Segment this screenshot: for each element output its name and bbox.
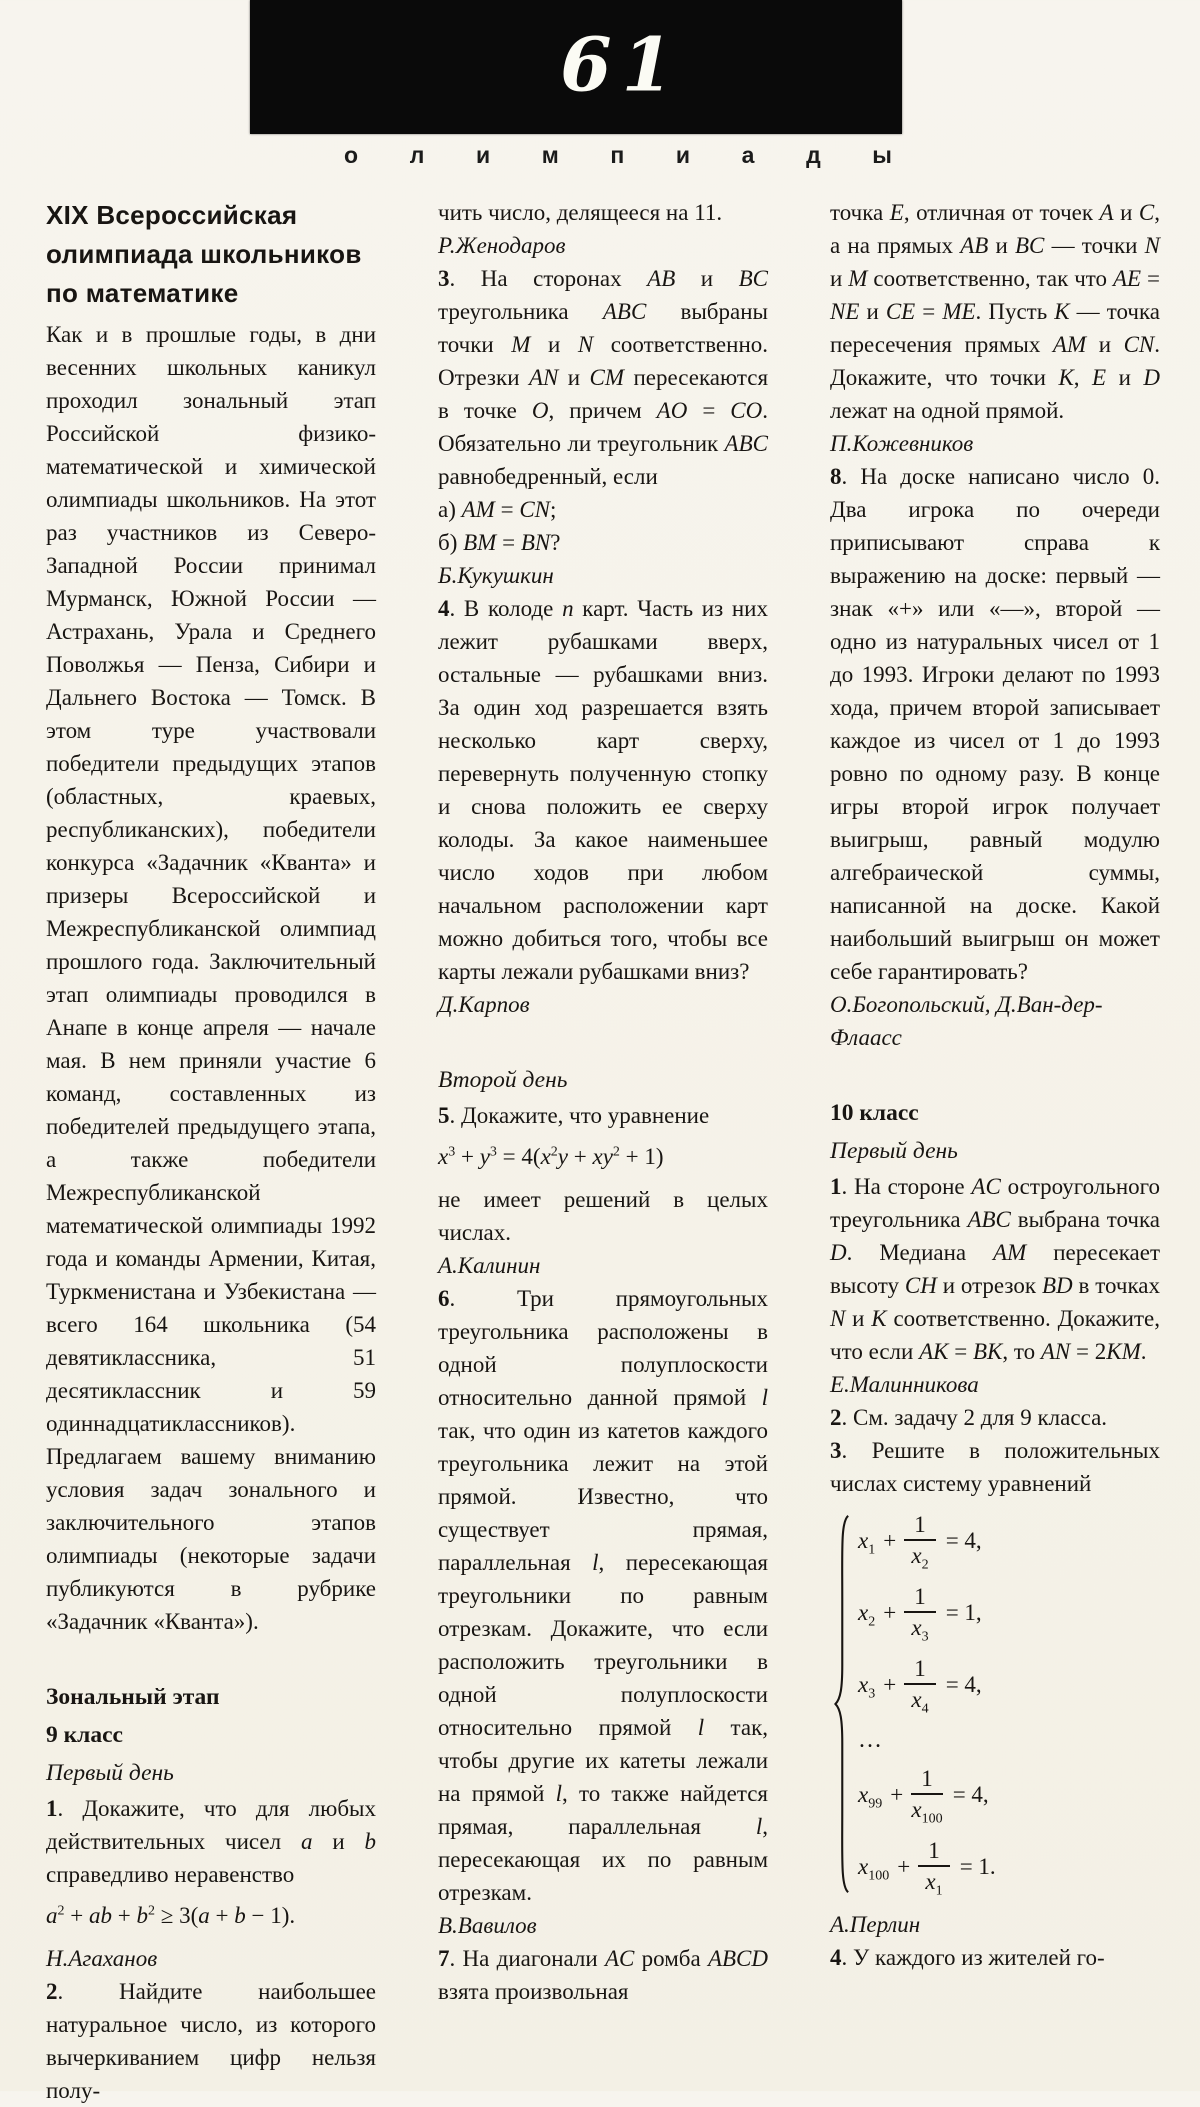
equation-rhs: = 4, [952, 1782, 989, 1807]
fraction-numerator: 1 [904, 1656, 936, 1685]
section-label-letter: и [475, 142, 491, 168]
equation-rhs: = 1, [945, 1600, 982, 1625]
column-gap [830, 1054, 1160, 1094]
text-block: 4. В колоде n карт. Часть из них лежит рубашками вверх, остальные — рубашками вниз. За один ход разрешается взять несколько карт сверху, перевернуть полученную стопку и снова положить ее сверху колоды. За какое наименьшее число ходов при любом начальном расположении карт можно добиться того, чтобы все карты лежали рубашками вниз? [438, 596, 768, 984]
section-label-letter: и [675, 142, 691, 168]
fraction-numerator: 1 [904, 1584, 936, 1613]
plus-sign: + [897, 1854, 911, 1879]
equation-lhs: $x_2$ [858, 1600, 876, 1630]
problem-author: Р.Женодаров [438, 233, 566, 258]
text-block: чить число, делящееся на 11. [438, 200, 723, 225]
fraction [911, 1766, 943, 1827]
system-rows [858, 1510, 996, 1898]
problem-author: Д.Карпов [438, 992, 530, 1017]
page-number-box [250, 0, 902, 134]
section-label-letter: п [610, 142, 625, 168]
text-block: 7. На диагонали AC ромба ABCD взята произвольная [438, 1946, 769, 2004]
fraction-denominator: $x_2$ [911, 1543, 929, 1573]
math-formula: $x^3 + y^3 = 4(x^2y + xy^2 + 1)$ [438, 1144, 664, 1169]
text-block: 3. На сторонах AB и BC треугольника ABC выбраны точки M и N соответственно. Отрезки AN и CM пересекаются в точке O, причем AO = CO. Обязательно ли треугольник ABC равнобедренный, если [438, 266, 769, 489]
section-label-letter: м [541, 142, 559, 168]
equation-lhs: $x_{100}$ [858, 1854, 890, 1884]
equation-rhs: = 4, [945, 1672, 982, 1697]
section-label-letter: д [806, 142, 821, 168]
column-gap [46, 1638, 376, 1678]
equation-lhs: $x_1$ [858, 1528, 876, 1558]
plus-sign: + [883, 1528, 897, 1553]
problem-author: Е.Малинникова [830, 1372, 979, 1397]
column-gap [438, 1021, 768, 1061]
system-brace-icon [830, 1510, 850, 1898]
article-title: XIX Всероссийская олимпиада школьников по математике [46, 200, 362, 308]
problem-author: В.Вавилов [438, 1913, 537, 1938]
fraction [904, 1584, 936, 1645]
section-label [344, 142, 892, 169]
text-block: 1. На стороне AC остроугольного треугольника ABC выбрана точка D. Медиана AM пересекает высоту CH и отрезок BD в точках N и K соответственно. Докажите, что если AK = BK, то AN = 2KM. [830, 1174, 1161, 1364]
fraction [918, 1838, 950, 1899]
equation-row [858, 1584, 996, 1645]
text-block: не имеет решений в целых числах. [438, 1187, 768, 1245]
problem-author: П.Кожевников [830, 431, 974, 456]
section-heading: Зональный этап [46, 1684, 220, 1710]
equation-row [858, 1838, 996, 1899]
column-middle [438, 196, 768, 2107]
fraction [904, 1512, 936, 1573]
plus-sign: + [883, 1672, 897, 1697]
plus-sign: + [883, 1600, 897, 1625]
text-block: 6. Три прямоугольных треугольника расположены в одной полуплоскости относительно данной прямой l так, что один из катетов каждого треугольника лежит на этой прямой. Известно, что существует прямая, параллельная l, пересекающая треугольники по равным отрезкам. Докажите, что если расположить треугольники в одной полуплоскости относительно прямой l так, чтобы другие их катеты лежали на прямой l, то также найдется прямая, параллельная l, пересекающая их по равным отрезкам. [438, 1286, 769, 1905]
section-label-letter: а [741, 142, 755, 168]
text-block: 3. Решите в положительных числах систему уравнений [830, 1438, 1160, 1496]
fraction [904, 1656, 936, 1717]
text-block: Как и в прошлые годы, в дни весенних школьных каникул проходил зональный этап Российской физико-математической и химической олимпиады школьников. На этот раз участников из Северо-Западной России принимал Мурманск, Южной России — Астрахань, Урала и Среднего Поволжья — Пенза, Сибири и Дальнего Востока — Томск. В этом туре участвовали победители предыдущих этапов (областных, краевых, республиканских), победители конкурса «Задачник «Кванта» и призеры Всероссийской и Межреспубликанской олимпиад прошлого года. Заключительный этап олимпиады проводился в Анапе в конце апреля — начале мая. В нем приняли участие 6 команд, составленных из победителей предыдущего этапа, а также победители Межреспубликанской математической олимпиады 1992 года и команды Армении, Китая, Туркменистана и Узбекистана — всего 164 школьника (54 девятиклассника, 51 десятиклассник и 59 одиннадцатиклассников). Предлагаем вашему вниманию условия задач зонального и заключительного этапов олимпиады (некоторые задачи публикуются в рубрике «Задачник «Кванта»). [46, 322, 376, 1634]
problem-author: А.Калинин [438, 1253, 541, 1278]
system-ellipsis: … [858, 1727, 884, 1753]
page-header [0, 0, 1200, 196]
text-block: 2. См. задачу 2 для 9 класса. [830, 1405, 1108, 1430]
plus-sign: + [890, 1782, 904, 1807]
text-block: 5. Докажите, что уравнение [438, 1103, 710, 1128]
day-subheading: Первый день [46, 1760, 174, 1786]
section-heading: 10 класс [830, 1100, 919, 1126]
section-label-letter: ы [872, 142, 892, 168]
equation-row [858, 1512, 996, 1573]
section-label-letter: о [344, 142, 359, 168]
problem-author: Н.Агаханов [46, 1946, 158, 1971]
equation-lhs: $x_3$ [858, 1672, 876, 1702]
problem-author: Б.Кукушкин [438, 563, 554, 588]
text-block: точка E, отличная от точек A и C, а на прямых AB и BC — точки N и M соответственно, так что AE = NE и CE = ME. Пусть K — точка пересечения прямых AM и CN. Докажите, что точки K, E и D лежат на одной прямой. [830, 200, 1161, 423]
math-formula: $a^2$ + ab + $b^2 \ge 3(a + b - 1)$. [46, 1903, 296, 1928]
column-right [830, 196, 1160, 2107]
equation-rhs: = 4, [945, 1528, 982, 1553]
equation-row [858, 1766, 996, 1827]
day-subheading: Второй день [438, 1067, 568, 1093]
text-line: б) BM = BN? [438, 530, 561, 555]
page-content [0, 196, 1200, 2107]
equation-rhs: = 1. [959, 1854, 996, 1879]
fraction-denominator: $x_3$ [911, 1615, 929, 1645]
equation-system [830, 1510, 1160, 1898]
fraction-numerator: 1 [911, 1766, 943, 1795]
text-block: 1. Докажите, что для любых действительных чисел a и b справедливо неравенство [46, 1796, 376, 1887]
text-line: а) AM = CN; [438, 497, 557, 522]
equation-lhs: $x_{99}$ [858, 1782, 883, 1812]
text-block: 8. На доске написано число 0. Два игрока по очереди приписывают справа к выражению на доске: первый — знак «+» или «—», второй — одно из натуральных чисел от 1 до 1993. Игроки делают по 1993 хода, причем второй записывает каждое из чисел от 1 до 1993 ровно по одному разу. В конце игры второй игрок получает выигрыш, равный модулю алгебраической суммы, написанной на доске. Какой наибольший выигрыш он может себе гарантировать? [830, 464, 1160, 984]
page-number: 61 [560, 22, 684, 109]
problem-author: А.Перлин [830, 1912, 921, 1937]
fraction-denominator: $x_{100}$ [911, 1797, 943, 1827]
day-subheading: Первый день [830, 1138, 958, 1164]
fraction-denominator: $x_4$ [911, 1687, 929, 1717]
fraction-numerator: 1 [904, 1512, 936, 1541]
section-heading: 9 класс [46, 1722, 123, 1748]
text-block: 4. У каждого из жителей го- [830, 1945, 1105, 1970]
fraction-denominator: $x_1$ [925, 1869, 943, 1899]
text-block: 2. Найдите наибольшее натуральное число, из которого вычеркиванием цифр нельзя полу- [46, 1979, 376, 2103]
fraction-numerator: 1 [918, 1838, 950, 1867]
problem-author: О.Богопольский, Д.Ван-дер-Флаасс [830, 992, 1103, 1050]
equation-row [858, 1656, 996, 1717]
column-left [46, 196, 376, 2107]
section-label-letter: л [409, 142, 425, 168]
